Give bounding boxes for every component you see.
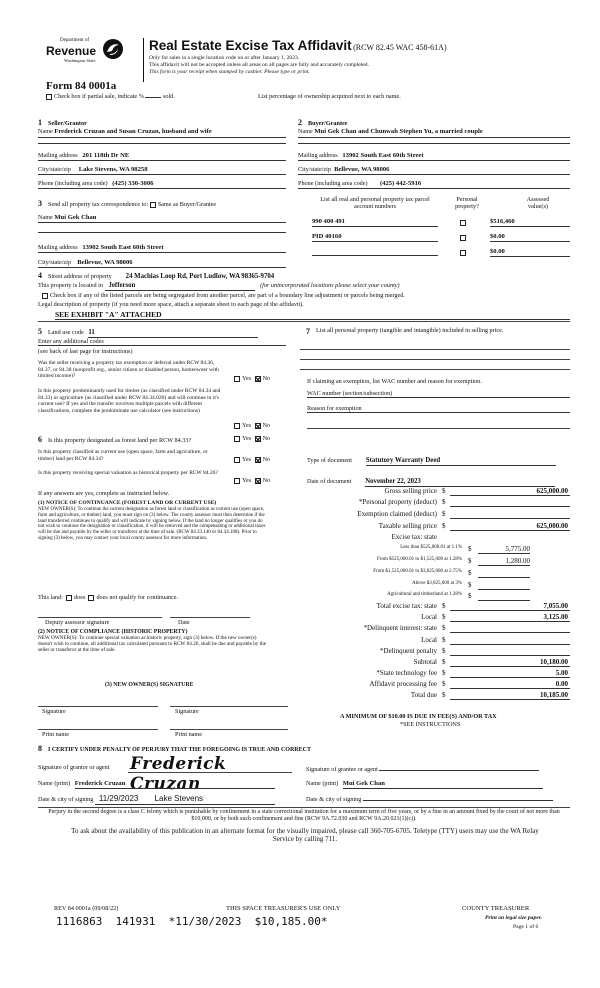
this-land-row xyxy=(38,594,178,601)
dollar-sign: $ xyxy=(442,624,446,632)
does-label: does xyxy=(74,594,86,601)
personal-property-checkbox[interactable] xyxy=(460,220,466,226)
property-located-row xyxy=(38,282,570,291)
grantor-date-label: Date & city of signing xyxy=(38,796,94,803)
corr-extra-line xyxy=(38,232,286,233)
tier1-row xyxy=(300,545,570,555)
dollar-sign: $ xyxy=(442,669,446,677)
buyer-name-line2 xyxy=(298,143,570,144)
correspondence-row xyxy=(38,199,216,209)
buyer-phone-label: Phone (including area code) xyxy=(298,180,368,187)
dollar-sign: $ xyxy=(442,602,446,610)
no-label: No xyxy=(262,456,271,463)
form-title-row xyxy=(149,38,447,54)
yes-label: Yes xyxy=(242,456,252,463)
deputy-date-label: Date xyxy=(178,619,190,626)
parcel-col-1: List all real and personal property tax parcel account numbers xyxy=(320,196,430,211)
no-label: No xyxy=(262,375,271,382)
parcel-col-2: Personal property? xyxy=(455,196,479,211)
personal-property-row xyxy=(300,327,570,334)
header-note-1: Only for sales in a single location code on or after January 1, 2023. xyxy=(149,55,300,61)
land-use-instructions: (see back of last page for instructions) xyxy=(38,348,133,355)
section-1-num: 1 xyxy=(38,118,42,127)
corr-name-label: Name xyxy=(38,214,53,221)
partial-sale-sold: sold. xyxy=(162,93,175,100)
owner-print-line-1 xyxy=(38,729,158,730)
partial-sale-row xyxy=(46,93,175,100)
correspondence-label: Send all property tax correspondence to: xyxy=(48,201,149,208)
total-due-row xyxy=(300,691,570,701)
new-owner-sig-title: (3) NEW OWNER(S) SIGNATURE xyxy=(105,682,194,688)
notice2-title: (2) NOTICE OF COMPLIANCE (HISTORIC PROPERTY) xyxy=(38,629,188,635)
seller-name-line2 xyxy=(38,143,286,144)
forest-q1 xyxy=(38,435,286,445)
same-as-buyer-checkbox[interactable] xyxy=(150,202,156,208)
same-as-buyer-label: Same as Buyer/Grantee xyxy=(157,201,217,208)
subtotal-value[interactable]: 10,180.00 xyxy=(540,658,568,666)
dollar-sign: $ xyxy=(442,510,446,518)
treasurer-use: THIS SPACE TREASURER'S USE ONLY xyxy=(226,905,341,912)
tier1-label: Less than $525,000.01 at 1.1% xyxy=(400,545,462,550)
forest-q2-yes-checkbox[interactable] xyxy=(234,457,240,463)
parcel-table xyxy=(310,196,570,259)
dollar-sign: $ xyxy=(442,647,446,655)
forest-q3 xyxy=(38,470,286,484)
reason-row xyxy=(307,405,570,413)
corr-city-label: City/state/zip xyxy=(38,259,71,266)
owner-sig-line-2 xyxy=(170,706,288,707)
treasurer-stamp: 1116863 141931 *11/30/2023 $10,185.00* xyxy=(56,915,328,928)
property-address-label: Street address of property xyxy=(48,273,112,280)
tier4-row xyxy=(300,581,570,591)
correspondence-name-row xyxy=(38,214,286,223)
forest-q1-no-checkbox[interactable] xyxy=(255,436,261,442)
taxable-selling-row xyxy=(300,522,570,532)
local-row xyxy=(300,613,570,623)
dor-swirl-icon xyxy=(102,38,124,60)
deputy-sig-line xyxy=(38,617,162,618)
section-3-num: 3 xyxy=(38,199,42,208)
tier5-row xyxy=(300,592,570,602)
corr-name[interactable]: Mui Gek Chan xyxy=(54,214,97,221)
forest-q1-yes-checkbox[interactable] xyxy=(234,436,240,442)
land-use-code-row xyxy=(38,327,258,338)
notice2-body: NEW OWNER(S): To continue special valuation as historic property, sign (3) below. If the new owner(s) doesn't wish to continue, all additional tax calculated pursuant to RCW 84.26, shall be due and payable by the seller or transferor at the time of sale. xyxy=(38,635,267,653)
footer-divider xyxy=(38,807,570,808)
local-value[interactable]: 3,125.00 xyxy=(543,613,568,621)
parcel-number[interactable] xyxy=(312,248,438,256)
wac-label: WAC number (section/subsection) xyxy=(307,390,393,397)
grantor-signature[interactable]: Frederick Cruzan xyxy=(130,754,227,795)
see-instructions: *SEE INSTRUCTIONS xyxy=(400,721,461,728)
dollar-sign: $ xyxy=(442,658,446,666)
tech-fee-row xyxy=(300,669,570,679)
partial-sale-pct[interactable] xyxy=(145,97,161,98)
seller-name-label: Name xyxy=(38,127,53,135)
parcel-row xyxy=(310,229,570,244)
certify-row xyxy=(38,744,311,754)
personal-deduct-label: *Personal property (deduct) xyxy=(358,498,437,506)
delinq-local-row xyxy=(300,636,570,646)
parcel-row xyxy=(310,244,570,259)
no-label: No xyxy=(262,422,271,429)
seller-phone-label: Phone (including area code) xyxy=(38,180,108,187)
yes-label: Yes xyxy=(242,375,252,382)
grantee-name-label: Name (print) xyxy=(306,780,339,787)
local-label: Local xyxy=(421,613,437,621)
forest-q2-text: Is this property classified as current use (open space, farm and agriculture, or timber) land per RCW 84.34? xyxy=(38,449,208,462)
pp-line-2 xyxy=(300,359,570,360)
rev-number: REV 84 0001a (09/08/22) xyxy=(54,905,119,912)
dollar-sign: $ xyxy=(468,592,472,600)
section-6-num: 6 xyxy=(38,435,42,444)
dollar-sign: $ xyxy=(442,522,446,530)
delinq-local-label: Local xyxy=(421,636,437,644)
buyer-section xyxy=(298,118,570,138)
notice1-body: NEW OWNER(S): To continue the current designation as forest land or classification as current use (open space, farm and agriculture, or timber) land, you must sign on (3) below. The county assessor must then determine if the land transferred continues to qualify and will indicate by signing below. If the land no longer qualifies or you do not wish to continue the designation or classification, it will be removed and the compensating or additional taxes will be due and payable by the seller or transferor at the time of sale. (RCW 84.33.140 or 84.34.108). Prior to signing (3) below, you may contact your local county assessor for more information. xyxy=(38,507,266,541)
partial-sale-label: Check box if partial sale, indicate % xyxy=(54,93,144,100)
buyer-mailing-label: Mailing address xyxy=(298,152,338,159)
owner-sig-label-2: Signature xyxy=(175,708,199,715)
exemption-deduct-label: Exemption claimed (deduct) xyxy=(357,510,437,518)
gross-selling-row xyxy=(300,487,570,497)
buyer-city-row xyxy=(298,166,570,175)
ownership-note: List percentage of ownership acquired next to each name. xyxy=(258,93,401,100)
affidavit-label: Affidavit processing fee xyxy=(369,680,437,688)
buyer-mailing[interactable]: 13902 South East 60th Street xyxy=(342,152,424,159)
grantor-name[interactable]: Frederick Cruzan xyxy=(75,780,275,789)
dollar-sign: $ xyxy=(442,691,446,699)
buyer-mailing-row xyxy=(298,152,570,161)
pp-line-3 xyxy=(300,369,570,370)
tier3-row xyxy=(300,569,570,579)
dollar-sign: $ xyxy=(468,545,472,553)
seller-mailing-row xyxy=(38,152,286,161)
dept-line1: Department of xyxy=(60,38,90,43)
corr-city[interactable]: Bellevue, WA 98006 xyxy=(77,259,133,266)
delinq-penalty-row xyxy=(300,647,570,657)
total-state-value[interactable]: 7,055.00 xyxy=(543,602,568,610)
tier2-label: From $525,000.01 to $1,525,000 at 1.28% xyxy=(377,557,462,562)
form-title: Real Estate Excise Tax Affidavit xyxy=(149,38,352,53)
this-land-label: This land: xyxy=(38,594,63,601)
dollar-sign: $ xyxy=(468,581,472,589)
total-state-row xyxy=(300,602,570,612)
tier4-label: Above $3,025,000 at 3% xyxy=(412,581,462,586)
dollar-sign: $ xyxy=(442,487,446,495)
deputy-date-line xyxy=(170,617,250,618)
owner-print-label-2: Print name xyxy=(175,731,202,738)
yes-label: Yes xyxy=(242,435,252,442)
assessed-value[interactable]: $0.00 xyxy=(490,248,570,257)
seller-phone[interactable]: (425) 330-3006 xyxy=(112,180,154,187)
q2-yes-checkbox[interactable] xyxy=(234,423,240,429)
forest-q1-text: Is this property designated as forest land per RCW 84.33? xyxy=(48,437,192,444)
tier2-value[interactable]: 1,280.00 xyxy=(505,557,530,565)
delinq-state-row xyxy=(300,624,570,634)
land-use-q1-text: Was the seller receiving a property tax exemption or deferral under RCW 84.36, 84.37, or 84.38 (nonprofit org., senior citizen or disabled person, homeowner with limited income)? xyxy=(38,360,219,380)
tech-label: *State technology fee xyxy=(376,669,437,677)
delinq-penalty-label: *Delinquent penalty xyxy=(380,647,437,655)
parcel-number[interactable]: PID 40160 xyxy=(312,233,438,242)
section-8-num: 8 xyxy=(38,744,42,753)
grantee-name-row xyxy=(306,780,570,789)
buyer-city-label: City/state/zip xyxy=(298,166,331,173)
dollar-sign: $ xyxy=(442,498,446,506)
yes-label: Yes xyxy=(242,422,252,429)
property-address[interactable]: 24 Machias Loop Rd, Port Ludlow, WA 98365-9704 xyxy=(125,273,275,280)
header-note-2: This affidavit will not be accepted unless all areas on all pages are fully and accurately completed. xyxy=(149,62,369,68)
assessed-value[interactable]: $0.00 xyxy=(490,233,570,242)
forest-q2 xyxy=(38,449,286,462)
notice1-title: (1) NOTICE OF CONTINUANCE (FOREST LAND OR CURRENT USE) xyxy=(38,500,217,506)
doc-type-label: Type of document xyxy=(307,457,352,464)
buyer-city[interactable]: Bellevue, WA 98006 xyxy=(334,166,390,173)
land-use-code[interactable]: 11 xyxy=(88,329,258,338)
total-due-label: Total due xyxy=(410,691,437,699)
personal-property-deduct-row xyxy=(300,498,570,508)
buyer-phone[interactable]: (425) 442-5916 xyxy=(379,180,422,187)
grantee-date-label: Date & city of signing xyxy=(306,796,362,803)
grantor-sig-label: Signature of grantor or agent xyxy=(38,764,110,771)
land-use-q2 xyxy=(38,388,286,429)
forest-q2-no-checkbox[interactable] xyxy=(255,457,261,463)
land-use-q1 xyxy=(38,360,286,380)
corr-city-row xyxy=(38,259,286,268)
corr-mailing-row xyxy=(38,244,286,253)
grantor-name-row xyxy=(38,780,292,789)
section-2-num: 2 xyxy=(298,118,302,127)
section-7-num: 7 xyxy=(306,327,310,336)
owner-sig-line-1 xyxy=(38,706,158,707)
buyer-label: Buyer/Grantee xyxy=(308,120,348,127)
seller-phone-row xyxy=(38,180,286,189)
does-not-label: does not qualify for continuance. xyxy=(96,594,179,601)
delinq-state-label: *Delinquent interest: state xyxy=(363,624,437,632)
parcel-number[interactable]: 990 400 491 xyxy=(312,218,438,227)
certify-statement: I CERTIFY UNDER PENALTY OF PERJURY THAT THE FOREGOING IS TRUE AND CORRECT xyxy=(48,747,311,753)
doc-date-row xyxy=(307,478,570,487)
forest-q3-no-checkbox[interactable] xyxy=(255,478,261,484)
section-5-num: 5 xyxy=(38,327,42,336)
subtotal-row xyxy=(300,658,570,668)
grantor-city[interactable]: Lake Stevens xyxy=(154,794,204,803)
grantee-date-row xyxy=(306,794,570,803)
grantor-date-row xyxy=(38,794,292,805)
no-label: No xyxy=(262,477,271,484)
seller-mailing[interactable]: 201 118th Dr NE xyxy=(82,152,130,159)
grantee-sig-row xyxy=(306,764,570,773)
dollar-sign: $ xyxy=(468,569,472,577)
located-label: This property is located in xyxy=(38,282,103,289)
parcel-header xyxy=(310,196,570,214)
header-note-3: This form is your receipt when stamped by cashier. Please type or print. xyxy=(149,69,310,75)
parcel-col-3: Assessed value(s) xyxy=(526,196,550,211)
taxable-value[interactable]: 625,000.00 xyxy=(536,522,568,530)
tier1-value[interactable]: 5,775.00 xyxy=(505,545,530,553)
buyer-phone-row xyxy=(298,180,570,189)
land-use-q2-text: Is this property predominantly used for timber (as classified under RCW 84.34 and 84.33) or agriculture (as classified under RCW 84.34.020) and will continue in it's current use? If yes and the transfer involves multiple parcels with different classifications, complete the predominate use calculator (see instructions) xyxy=(38,388,221,414)
grantee-sig-label: Signature of grantee or agent xyxy=(306,766,378,773)
form-number: Form 84 0001a xyxy=(46,80,117,92)
excise-label: Excise tax: state xyxy=(391,533,437,541)
corr-mailing[interactable]: 13902 South East 60th Street xyxy=(82,244,164,251)
owner-print-label-1: Print name xyxy=(42,731,69,738)
grantor-date[interactable]: 11/29/2023 xyxy=(98,794,139,803)
seller-city[interactable]: Lake Stevens, WA 98258 xyxy=(78,166,148,173)
exemption-note: If claiming an exemption, list WAC number and reason for exemption. xyxy=(307,378,482,385)
q1-no-checkbox[interactable] xyxy=(255,376,261,382)
property-address-row xyxy=(38,271,570,281)
seller-mailing-label: Mailing address xyxy=(38,152,78,159)
dor-logo xyxy=(40,38,140,70)
reason-line-2 xyxy=(307,428,570,429)
tier3-label: From $1,525,000.01 to $3,025,000 at 2.75% xyxy=(373,569,462,574)
wac-row xyxy=(307,390,570,398)
unincorporated-note: (for unincorporated locations please select your county) xyxy=(260,282,400,289)
reason-label: Reason for exemption xyxy=(307,405,362,412)
does-checkbox[interactable] xyxy=(66,595,72,601)
affidavit-fee-row xyxy=(300,680,570,690)
legal-paper-note: Print on legal size paper. xyxy=(485,915,543,921)
header-divider xyxy=(143,38,144,82)
pp-line-1 xyxy=(300,349,570,350)
segregated-checkbox[interactable] xyxy=(42,293,48,299)
doc-type-row xyxy=(307,457,570,466)
tech-value[interactable]: 5.00 xyxy=(555,669,568,677)
grantee-date-field[interactable] xyxy=(363,794,553,801)
does-not-checkbox[interactable] xyxy=(88,595,94,601)
yes-label: Yes xyxy=(242,477,252,484)
seller-city-row xyxy=(38,166,286,175)
seller-city-label: City/state/zip xyxy=(38,166,71,173)
any-yes-note: If any answers are yes, complete as instructed below. xyxy=(38,490,170,497)
total-state-label: Total excise tax: state xyxy=(376,602,437,610)
deputy-sig-label: Deputy assessor signature xyxy=(45,619,110,626)
page-number: Page 1 of 6 xyxy=(513,924,539,930)
dept-line3: Washington State xyxy=(64,58,96,63)
assessed-value[interactable]: $516,460 xyxy=(490,218,570,227)
owner-sig-label-1: Signature xyxy=(42,708,66,715)
legal-description[interactable]: SEE EXHIBIT "A" ATTACHED xyxy=(55,310,570,320)
buyer-name-label: Name xyxy=(298,127,313,135)
grantee-name[interactable]: Mui Gek Chan xyxy=(343,780,543,789)
form-title-ref: (RCW 82.45 WAC 458-61A) xyxy=(353,43,447,52)
doc-date[interactable]: November 22, 2023 xyxy=(365,478,555,487)
personal-property-checkbox[interactable] xyxy=(460,235,466,241)
tier5-label: Agricultural and timberland at 1.28% xyxy=(387,592,462,597)
dollar-sign: $ xyxy=(468,557,472,565)
county-treasurer: COUNTY TREASURER xyxy=(462,905,530,912)
located-county[interactable]: Jefferson xyxy=(105,282,255,291)
grantee-signature[interactable] xyxy=(379,764,539,771)
grantor-date-field xyxy=(95,794,275,805)
legal-label: Legal description of property (if you need more space, attach a separate sheet to each page of the affidavit). xyxy=(38,301,304,308)
total-due-value[interactable]: 10,185.00 xyxy=(540,691,568,699)
forest-q3-yes-checkbox[interactable] xyxy=(234,478,240,484)
owner-print-line-2 xyxy=(170,729,288,730)
segregated-row xyxy=(42,292,405,299)
gross-value[interactable]: 625,000.00 xyxy=(536,487,568,495)
affidavit-value[interactable]: 0.00 xyxy=(555,680,568,688)
q2-no-checkbox[interactable] xyxy=(255,423,261,429)
additional-codes-label[interactable]: Enter any additional codes xyxy=(38,338,286,346)
q1-yes-checkbox[interactable] xyxy=(234,376,240,382)
parcel-row xyxy=(310,214,570,229)
dollar-sign: $ xyxy=(442,636,446,644)
gross-label: Gross selling price xyxy=(384,487,437,495)
exemption-deduct-row xyxy=(300,510,570,520)
excise-header-row xyxy=(300,533,570,543)
seller-label: Seller/Grantor xyxy=(48,120,87,127)
taxable-label: Taxable selling price xyxy=(378,522,437,530)
forest-q3-text: Is this property receiving special valuation as historical property per RCW 84.26? xyxy=(38,470,218,476)
perjury-note: Perjury in the second degree is a class C felony which is punishable by confinement in a state correctional institution for a maximum term of five years, or by a fine in an amount fixed by the court of not more than $10,000, or by both such confinement and fine (RCW 9A.72.030 and RCW 9A.20.021(1)(c)). xyxy=(48,809,560,823)
doc-type[interactable]: Statutory Warranty Deed xyxy=(366,457,556,466)
seller-section xyxy=(38,118,286,138)
partial-sale-checkbox[interactable] xyxy=(46,94,52,100)
seller-name[interactable]: Frederick Cruzan and Susan Cruzan, husband and wife xyxy=(54,127,212,135)
dollar-sign: $ xyxy=(442,680,446,688)
segregated-note: Check box if any of the listed parcels are being segregated from another parcel, are part of a boundary line adjustment or parcels being merged. xyxy=(50,292,405,299)
no-label: No xyxy=(262,435,271,442)
subtotal-label: Subtotal xyxy=(413,658,437,666)
personal-property-label: List all personal property (tangible and intangible) included in selling price. xyxy=(316,327,504,334)
grantor-name-label: Name (print) xyxy=(38,780,71,787)
minimum-note: A MINIMUM OF $10.00 IS DUE IN FEE(S) AND/OR TAX xyxy=(340,713,497,720)
dollar-sign: $ xyxy=(442,613,446,621)
accessibility-note: To ask about the availability of this publication in an alternate format for the visually impaired, please call 360-705-6705. Teletype (TTY) users may use the WA Relay Service by calling 711. xyxy=(71,827,539,844)
corr-mailing-label: Mailing address xyxy=(38,244,78,251)
tier2-row xyxy=(300,557,570,567)
dept-line2: Revenue xyxy=(46,44,97,58)
doc-date-label: Date of document xyxy=(307,478,352,485)
personal-property-checkbox[interactable] xyxy=(460,250,466,256)
buyer-name[interactable]: Mui Gek Chan and Chunwah Stephen Yu, a married couple xyxy=(314,127,483,135)
section-4-num: 4 xyxy=(38,271,42,280)
land-use-label: Land use code xyxy=(48,329,84,336)
legal-line-2 xyxy=(38,321,570,322)
